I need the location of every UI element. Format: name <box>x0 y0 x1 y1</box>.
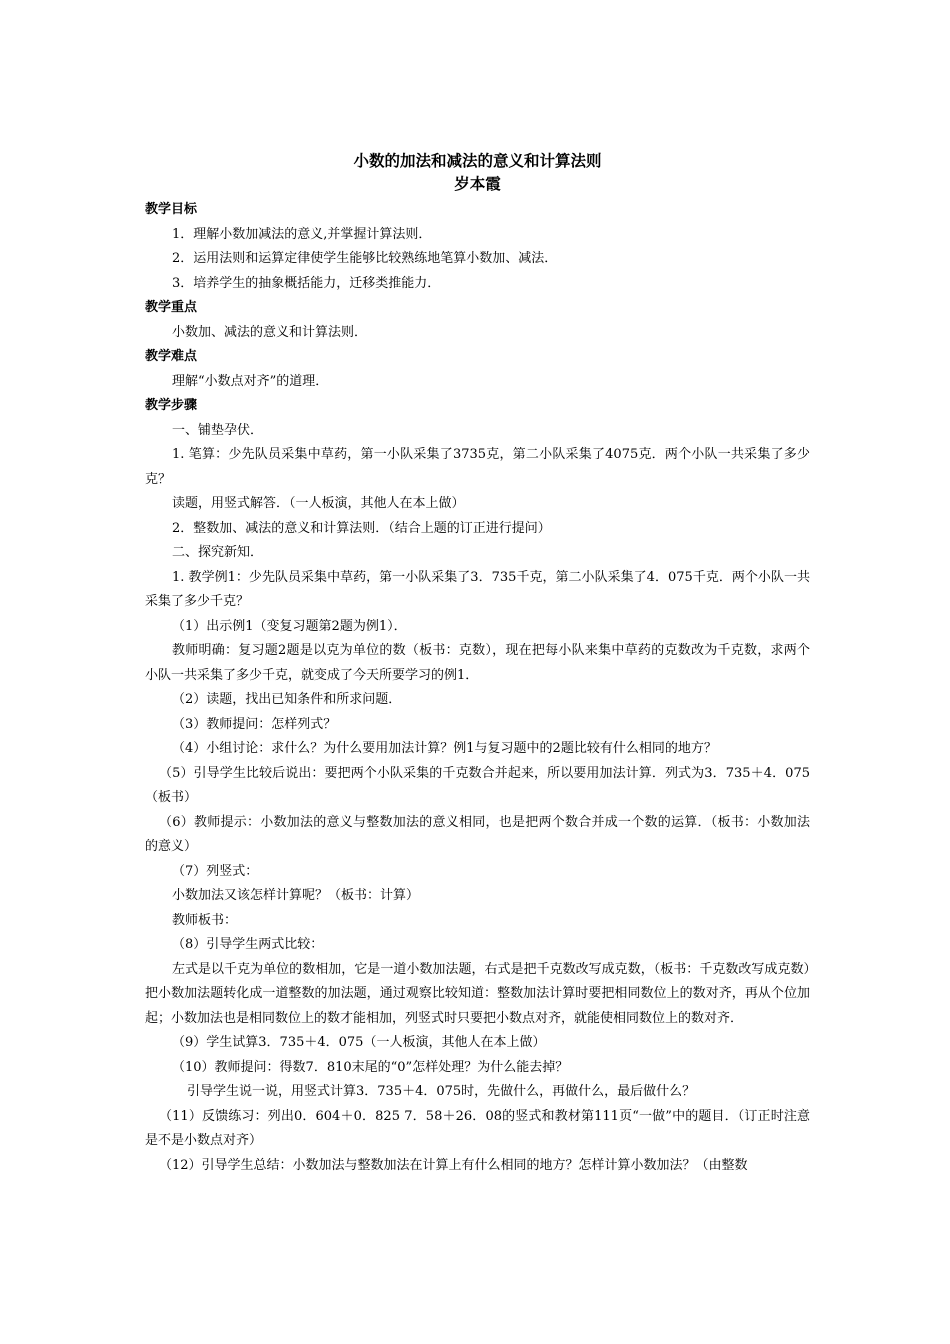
step-line: 1. 笔算：少先队员采集中草药，第一小队采集了3735克，第二小队采集了4075克．两个小队一共采集了多少克？ <box>145 447 810 487</box>
step-line: （1）出示例1（变复习题第2题为例1）． <box>172 618 407 634</box>
step-line: 读题，用竖式解答．（一人板演，其他人在本上做） <box>172 496 465 511</box>
step-line: （5）引导学生比较后说出：要把两个小队采集的千克数合并起来，所以要用加法计算．列式为3．735＋4．075（板书） <box>145 765 810 805</box>
step-line: 1. 教学例1：少先队员采集中草药，第一小队采集了3．735千克，第二小队采集了4．075千克．两个小队一共采集了多少千克？ <box>145 569 810 609</box>
step-line: 二、探究新知． <box>172 545 264 560</box>
step-line: 引导学生说一说，用竖式计算3．735＋4．075时，先做什么，再做什么，最后做什么？ <box>187 1084 696 1099</box>
step-line: （12）引导学生总结：小数加法与整数加法在计算上有什么相同的地方？怎样计算小数加法？（由整数 <box>159 1157 748 1173</box>
step-line: （6）教师提示：小数加法的意义与整数加法的意义相同，也是把两个数合并成一个数的运算．（板书：小数加法的意义） <box>145 814 810 854</box>
document-page <box>145 150 810 1178</box>
step-line: 左式是以千克为单位的数相加，它是一道小数加法题，右式是把千克数改写成克数，（板书：千克数改写成克数）把小数加法题转化成一道整数的加法题，通过观察比较知道：整数加法计算时要把相同数位上的数对齐，再从个位加起；小数加法也是相同数位上的数才能相加，列竖式时只要把小数点对齐，就能使相同数位上的数对齐． <box>145 961 810 1026</box>
step-line: 教师板书： <box>172 912 238 928</box>
heading-difficulty: 教学难点 <box>145 349 198 364</box>
key-points-text: 小数加、减法的意义和计算法则． <box>172 324 368 340</box>
document-author: 岁本霞 <box>454 174 501 193</box>
heading-key-points: 教学重点 <box>145 300 198 315</box>
step-line: （3）教师提问：怎样列式？ <box>172 716 337 732</box>
step-line: （7）列竖式： <box>172 863 259 879</box>
difficulty-text: 理解“小数点对齐”的道理． <box>172 373 329 389</box>
document-title: 小数的加法和减法的意义和计算法则 <box>353 151 602 170</box>
goal-item: 1．理解小数加减法的意义,并掌握计算法则． <box>172 226 432 242</box>
heading-steps: 教学步骤 <box>145 398 198 413</box>
goal-item: 2．运用法则和运算定律使学生能够比较熟练地笔算小数加、减法． <box>172 251 558 266</box>
heading-goals: 教学目标 <box>145 202 198 217</box>
step-line: 一、铺垫孕伏． <box>172 422 264 438</box>
step-line: （8）引导学生两式比较： <box>172 937 324 952</box>
step-line: 2．整数加、减法的意义和计算法则．（结合上题的订正进行提问） <box>172 520 551 536</box>
goal-item: 3．培养学生的抽象概括能力，迁移类推能力． <box>172 275 441 291</box>
step-line: （11）反馈练习：列出0．604＋0．825 7．58＋26．08的竖式和教材第111页“一做”中的题目．（订正时注意是不是小数点对齐） <box>145 1108 810 1148</box>
step-line: （2）读题，找出已知条件和所求问题． <box>172 692 402 707</box>
step-line: （4）小组讨论：求什么？为什么要用加法计算？例1与复习题中的2题比较有什么相同的地方？ <box>172 741 717 756</box>
step-line: 教师明确：复习题2题是以克为单位的数（板书：克数），现在把每小队来集中草药的克数改为千克数，求两个小队一共采集了多少千克，就变成了今天所要学习的例1． <box>145 643 810 683</box>
step-line: （9）学生试算3．735＋4．075（一人板演，其他人在本上做） <box>172 1035 546 1050</box>
step-line: 小数加法又该怎样计算呢？（板书：计算） <box>172 888 420 903</box>
step-line: （10）教师提问：得数7．810末尾的“0”怎样处理？为什么能去掉？ <box>172 1059 569 1075</box>
